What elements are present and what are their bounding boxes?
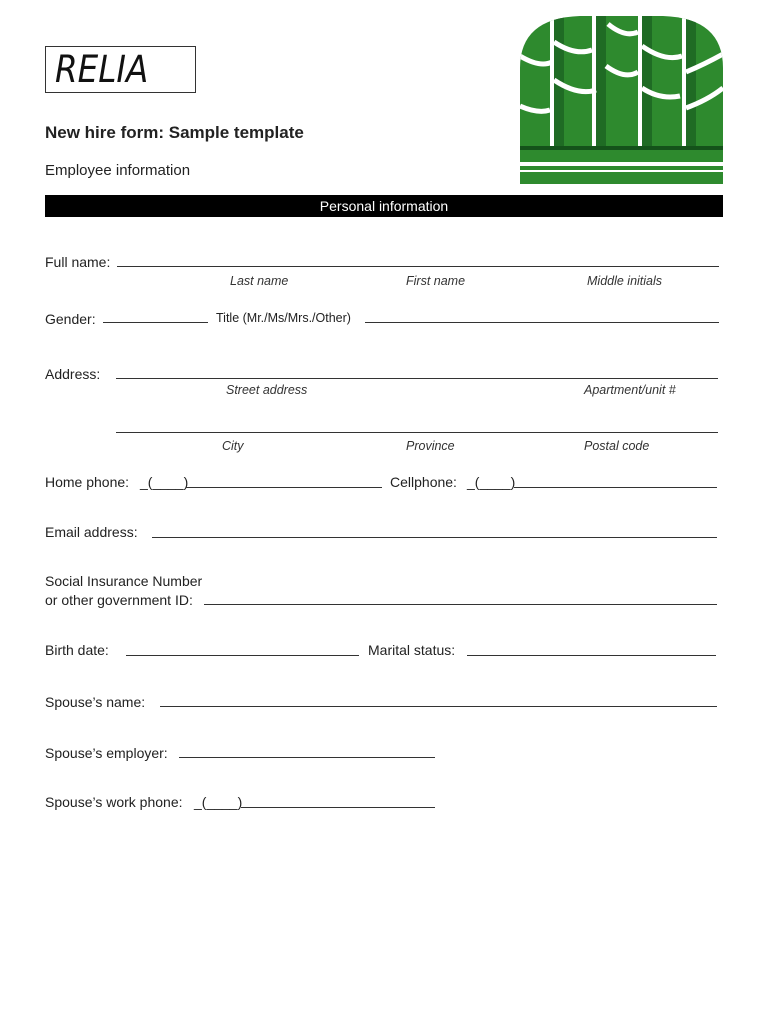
- sin-label-line1: Social Insurance Number: [45, 573, 203, 589]
- logo-box: [45, 46, 196, 93]
- middle-initials-caption: Middle initials: [587, 274, 663, 288]
- full-name-field[interactable]: [117, 266, 719, 267]
- cellphone-label: Cellphone:: [390, 474, 457, 490]
- spouse-name-field[interactable]: [160, 706, 717, 707]
- home-phone-area-code: _(____): [140, 474, 189, 490]
- logo-text: RELIA: [55, 48, 149, 91]
- tree-emblem-logo: [520, 16, 723, 184]
- section-subtitle: Employee information: [45, 162, 191, 179]
- birth-date-label: Birth date:: [45, 642, 109, 658]
- spouse-name-label: Spouse’s name:: [45, 694, 146, 710]
- cellphone-area-code: _(____): [467, 474, 516, 490]
- last-name-caption: Last name: [230, 274, 289, 288]
- sin-label-line2: or other government ID:: [45, 592, 193, 608]
- page-title: New hire form: Sample template: [45, 123, 304, 142]
- street-address-caption: Street address: [226, 383, 308, 397]
- full-name-label: Full name:: [45, 254, 111, 270]
- cellphone-field[interactable]: [514, 487, 717, 488]
- address-label: Address:: [45, 366, 101, 382]
- spouse-phone-area-code: _(____): [194, 794, 243, 810]
- city-caption: City: [222, 439, 244, 453]
- street-address-field[interactable]: [116, 378, 718, 379]
- birth-date-field[interactable]: [126, 655, 359, 656]
- spouse-employer-field[interactable]: [179, 757, 435, 758]
- postal-code-caption: Postal code: [584, 439, 650, 453]
- gender-label: Gender:: [45, 311, 96, 327]
- spouse-work-phone-label: Spouse’s work phone:: [45, 794, 183, 810]
- marital-status-label: Marital status:: [368, 642, 456, 658]
- city-province-postal-field[interactable]: [116, 432, 718, 433]
- sin-field[interactable]: [204, 604, 717, 605]
- section-banner: Personal information: [45, 195, 723, 217]
- apartment-caption: Apartment/unit #: [584, 383, 676, 397]
- first-name-caption: First name: [406, 274, 466, 288]
- title-label: Title (Mr./Ms/Mrs./Other): [216, 311, 351, 325]
- marital-status-field[interactable]: [467, 655, 716, 656]
- home-phone-field[interactable]: [186, 487, 382, 488]
- email-field[interactable]: [152, 537, 717, 538]
- spouse-employer-label: Spouse’s employer:: [45, 745, 168, 761]
- spouse-work-phone-field[interactable]: [241, 807, 435, 808]
- title-field[interactable]: [365, 322, 719, 323]
- gender-field[interactable]: [103, 322, 208, 323]
- email-label: Email address:: [45, 524, 138, 540]
- home-phone-label: Home phone:: [45, 474, 130, 490]
- province-caption: Province: [406, 439, 455, 453]
